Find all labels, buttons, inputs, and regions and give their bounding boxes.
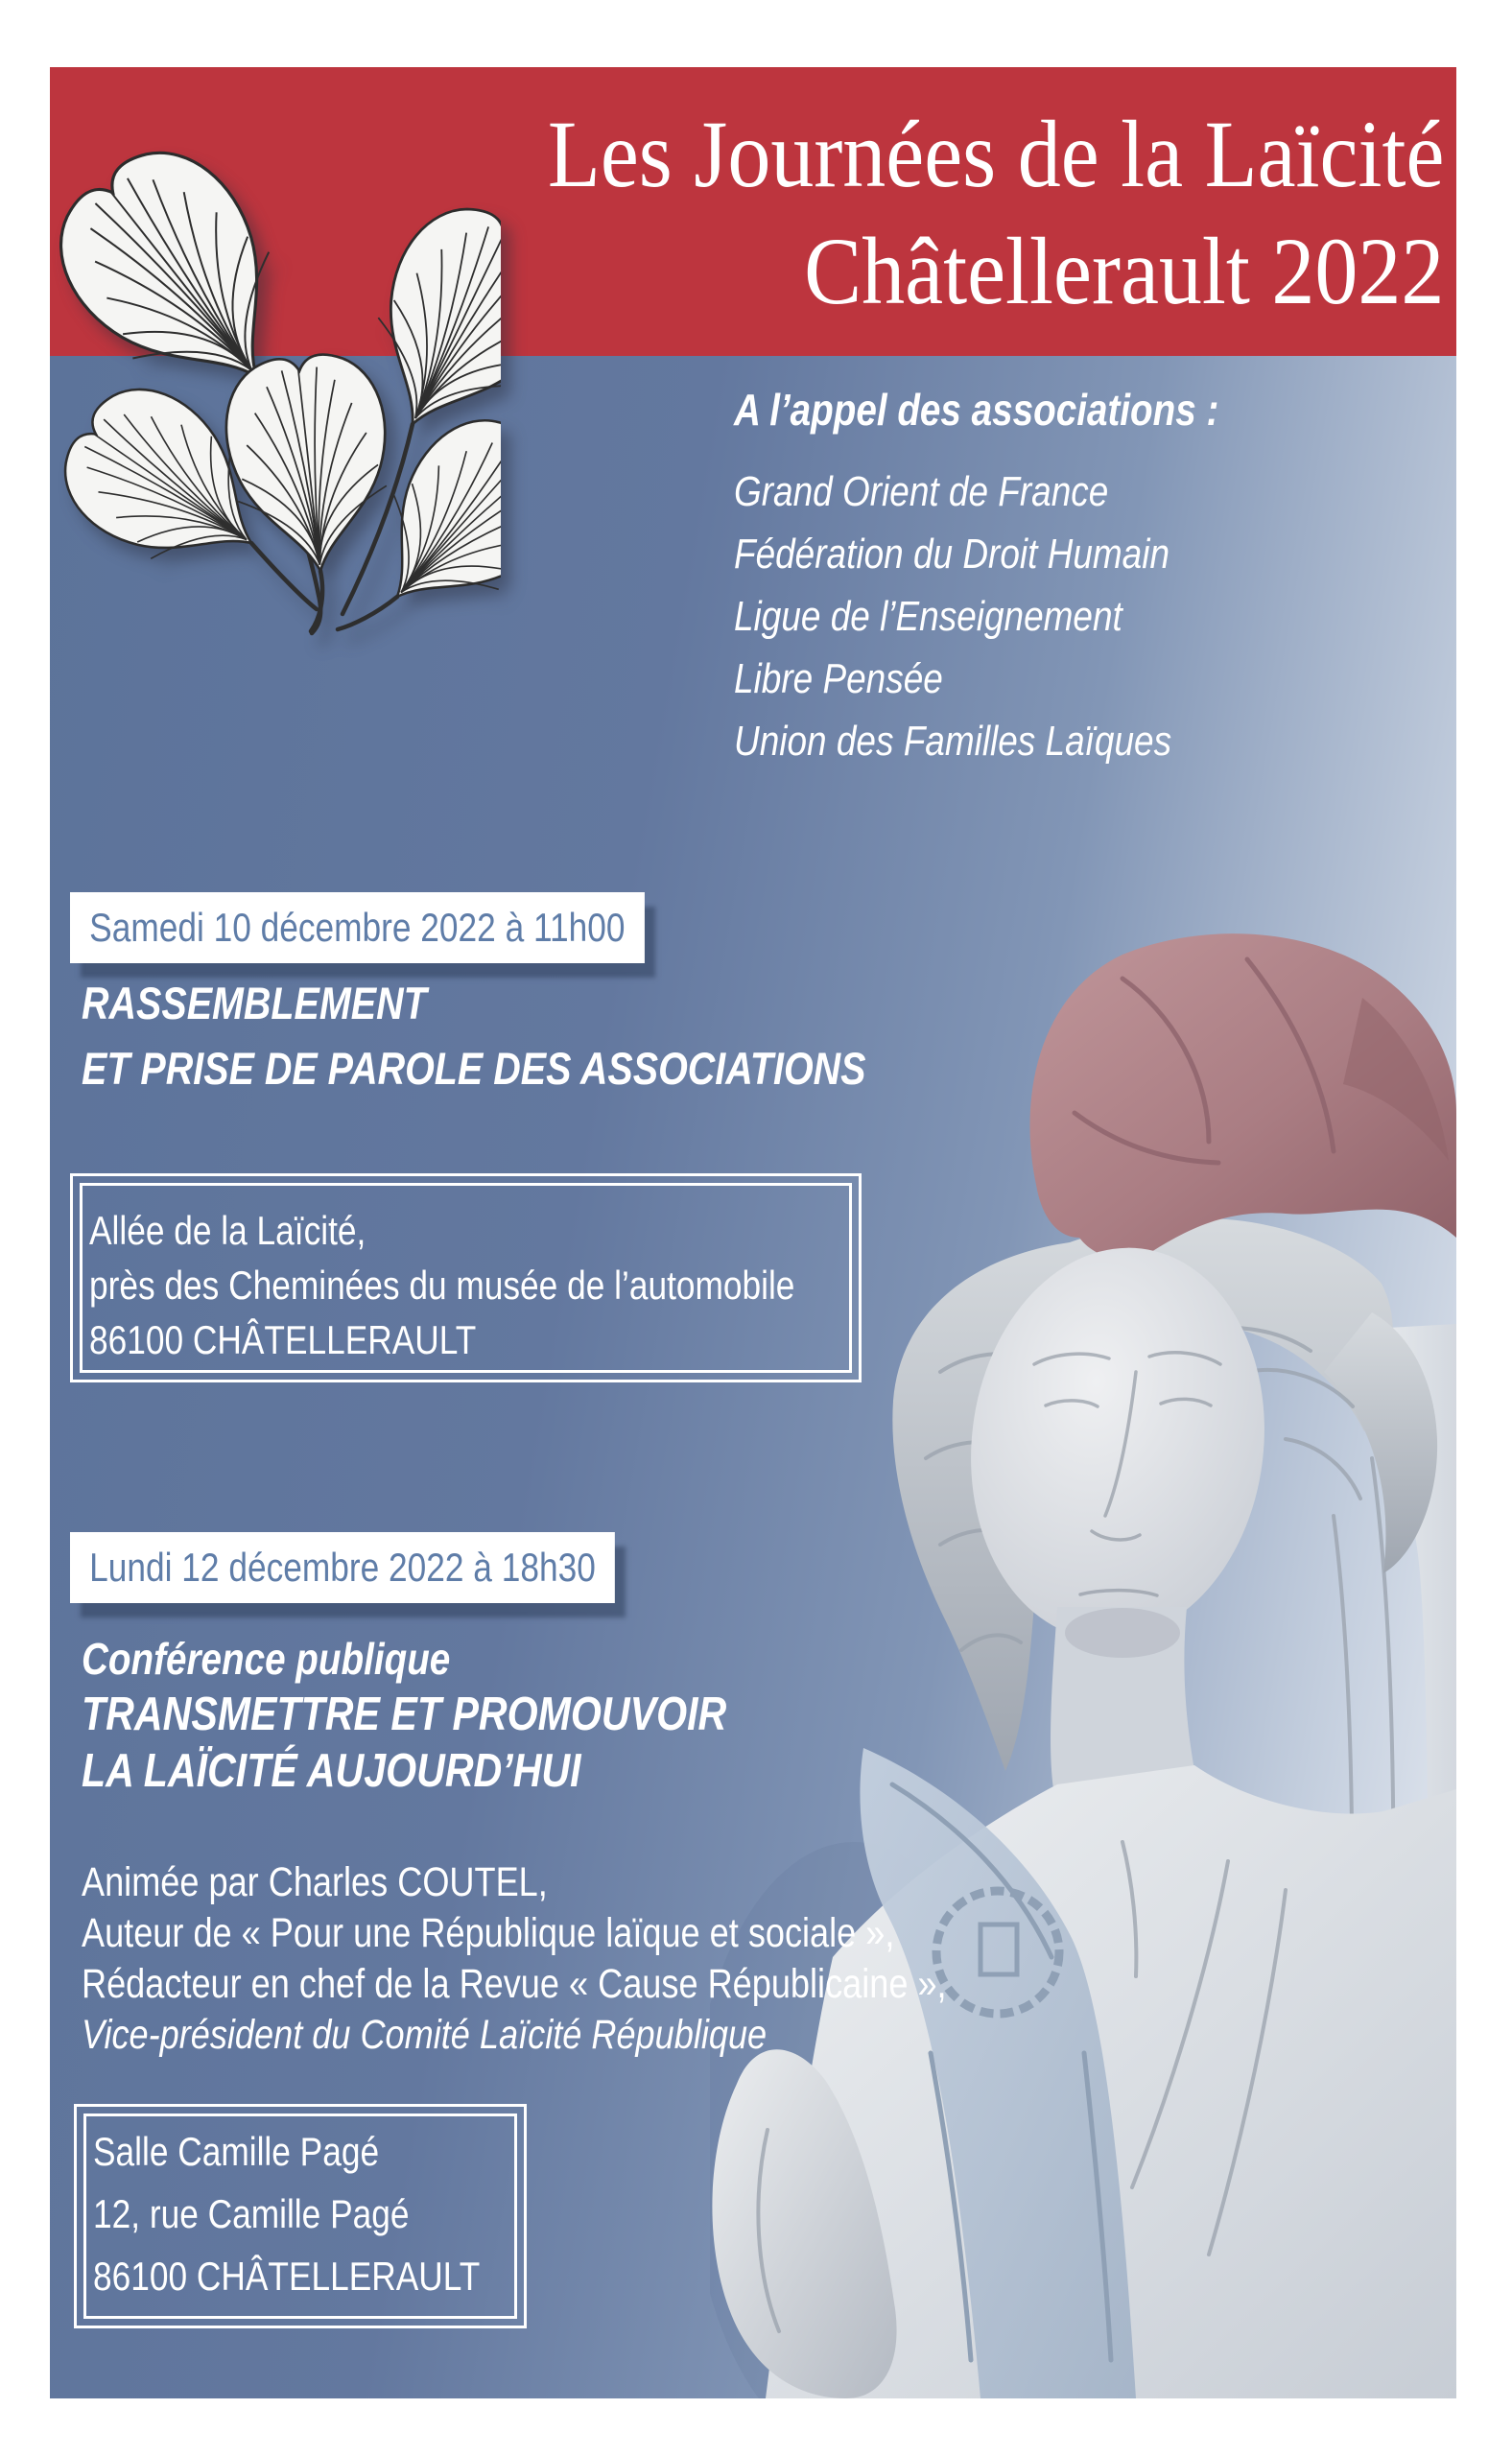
event1-venue-line2: près des Cheminées du musée de l’automobile xyxy=(89,1263,795,1308)
speaker-line1: Animée par Charles COUTEL, xyxy=(82,1859,548,1905)
event1-venue-inner-border xyxy=(80,1183,852,1373)
event2-venue-inner-border xyxy=(83,2114,517,2319)
speaker-line2: Auteur de « Pour une République laïque et sociale », xyxy=(82,1910,895,1956)
association-item: Union des Familles Laïques xyxy=(734,718,1172,765)
event2-speaker-block xyxy=(82,1857,947,2061)
event2-date-banner: Lundi 12 décembre 2022 à 18h30 xyxy=(70,1532,615,1603)
event2-title-line2: LA LAÏCITÉ AUJOURD’HUI xyxy=(82,1745,581,1797)
association-item: Ligue de l’Enseignement xyxy=(734,593,1122,640)
event1-date-banner: Samedi 10 décembre 2022 à 11h00 xyxy=(70,892,645,963)
event1-venue-line1: Allée de la Laïcité, xyxy=(89,1208,366,1253)
poster-title-line2: Châtellerault 2022 xyxy=(803,218,1444,324)
event2-venue-line3: 86100 CHÂTELLERAULT xyxy=(93,2254,481,2299)
associations-heading: A l’appel des associations : xyxy=(734,385,1219,435)
event2-venue-box xyxy=(74,2104,527,2328)
ginkgo-leaves-icon xyxy=(59,115,501,638)
event2-title-line1: TRANSMETTRE ET PROMOUVOIR xyxy=(82,1688,727,1740)
event2-venue-line1: Salle Camille Pagé xyxy=(93,2129,380,2174)
association-item: Grand Orient de France xyxy=(734,468,1109,515)
poster-title xyxy=(547,96,1444,330)
speaker-line4: Vice-président du Comité Laïcité République xyxy=(82,2012,768,2058)
association-item: Fédération du Droit Humain xyxy=(734,531,1170,578)
event1-venue-line3: 86100 CHÂTELLERAULT xyxy=(89,1317,477,1362)
associations-block xyxy=(734,386,1218,772)
event1-title-line1: RASSEMBLEMENT xyxy=(82,978,427,1028)
event2-venue-line2: 12, rue Camille Pagé xyxy=(93,2191,410,2236)
speaker-line3: Rédacteur en chef de la Revue « Cause Républicaine », xyxy=(82,1961,947,2007)
event2-kicker: Conférence publique xyxy=(82,1634,451,1684)
association-item: Libre Pensée xyxy=(734,655,943,702)
marianne-bust-icon xyxy=(710,921,1456,2398)
event1-title xyxy=(82,971,866,1101)
event1-title-line2: ET PRISE DE PAROLE DES ASSOCIATIONS xyxy=(82,1043,866,1094)
event2-title-block xyxy=(82,1631,726,1800)
poster-title-line1: Les Journées de la Laïcité xyxy=(547,101,1444,207)
event1-venue-box xyxy=(70,1173,862,1382)
